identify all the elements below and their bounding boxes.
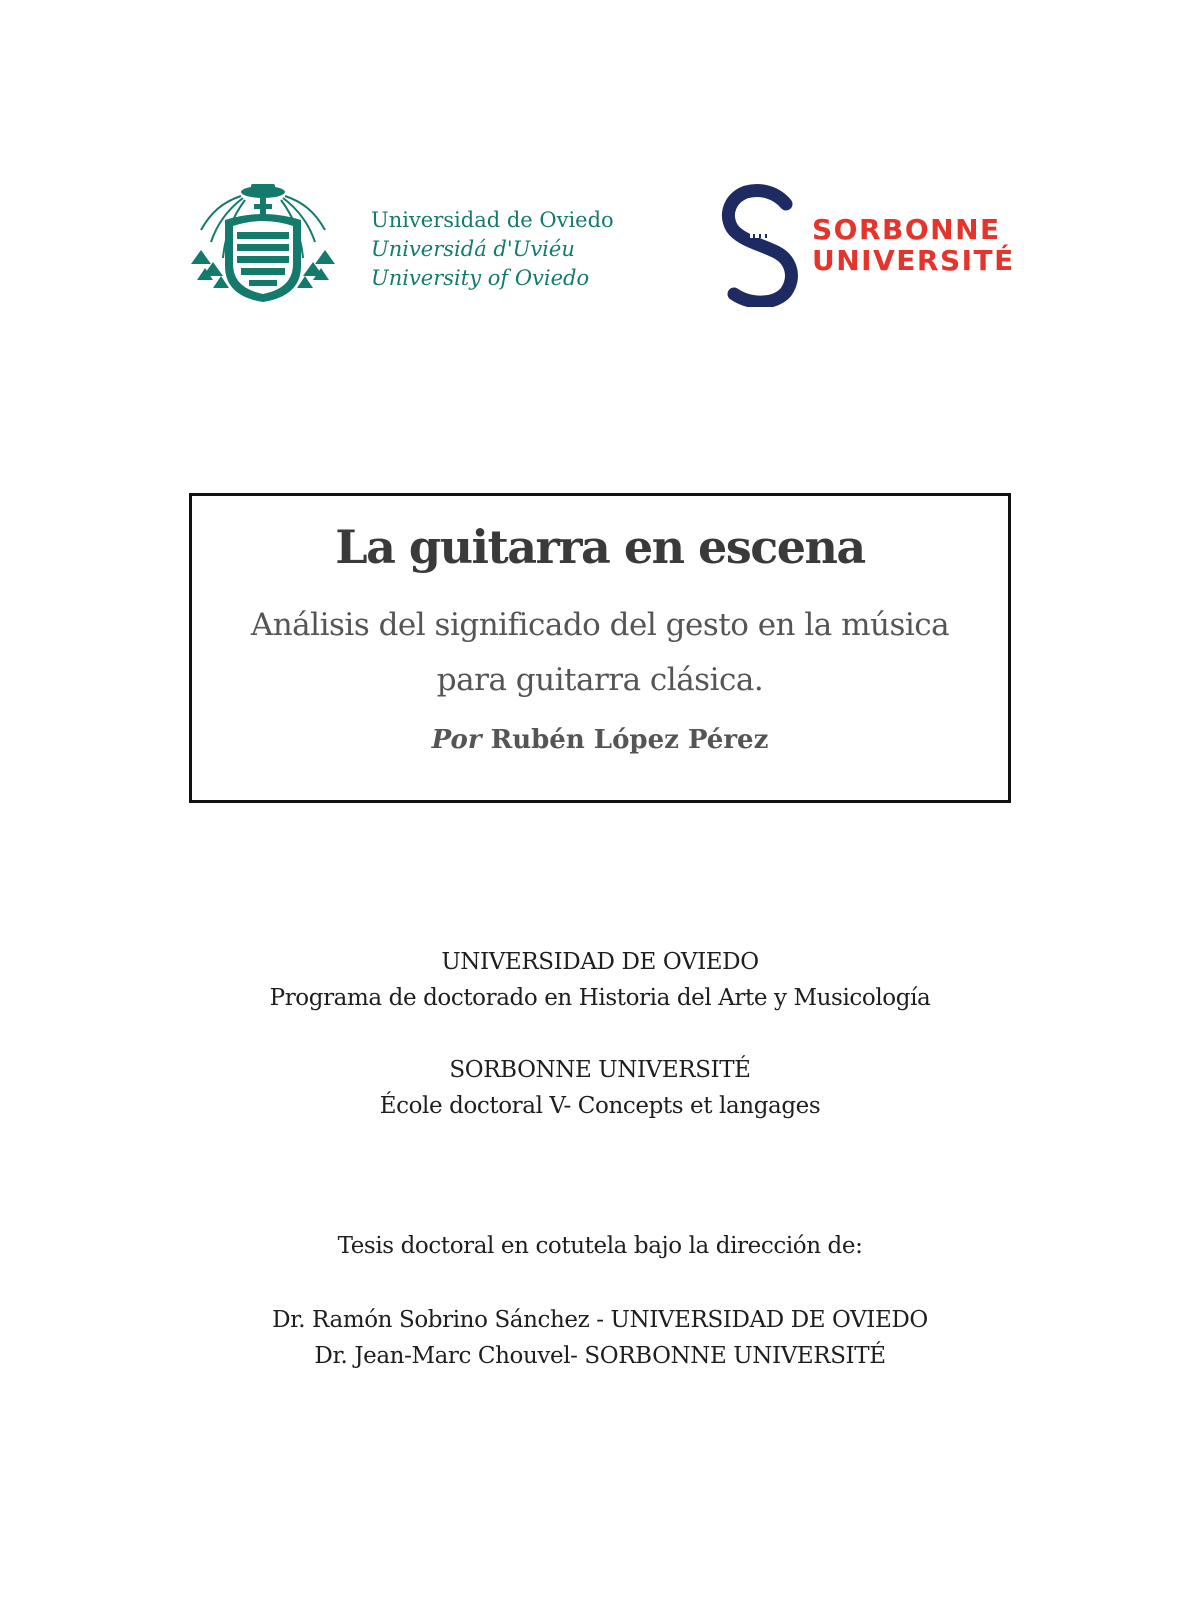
oviedo-crest-icon xyxy=(183,180,343,310)
sorbonne-s-icon xyxy=(720,182,800,307)
thesis-subtitle xyxy=(222,598,978,708)
thesis-subtitle-line1: Análisis del significado del gesto en la música xyxy=(250,607,950,643)
author-name: Rubén López Pérez xyxy=(490,725,769,755)
oviedo-institution-name: UNIVERSIDAD DE OVIEDO xyxy=(441,949,759,975)
thesis-title: La guitarra en escena xyxy=(335,520,865,574)
director-sorbonne: Dr. Jean-Marc Chouvel- SORBONNE UNIVERSITÉ xyxy=(314,1343,886,1369)
oviedo-name-english: University of Oviedo xyxy=(371,266,590,290)
sorbonne-name-line2: UNIVERSITÉ xyxy=(812,244,1015,277)
sorbonne-name-line1: SORBONNE xyxy=(812,213,1001,246)
supervision-intro-text: Tesis doctoral en cotutela bajo la dirección de: xyxy=(337,1233,863,1259)
oviedo-institution-block xyxy=(0,944,1200,1016)
sorbonne-institution-name: SORBONNE UNIVERSITÉ xyxy=(449,1057,751,1083)
thesis-subtitle-line2: para guitarra clásica. xyxy=(436,662,764,698)
supervision-intro xyxy=(0,1228,1200,1264)
oviedo-program: Programa de doctorado en Historia del Arte y Musicología xyxy=(269,985,931,1011)
sorbonne-name-block xyxy=(812,214,1015,276)
directors-block xyxy=(0,1302,1200,1374)
oviedo-name-block xyxy=(371,206,631,293)
author-prefix: Por xyxy=(431,725,482,755)
university-of-oviedo-logo xyxy=(183,180,623,310)
director-oviedo: Dr. Ramón Sobrino Sánchez - UNIVERSIDAD DE OVIEDO xyxy=(272,1307,928,1333)
thesis-author xyxy=(192,722,1008,758)
title-box xyxy=(189,493,1011,803)
sorbonne-universite-logo xyxy=(720,180,1030,310)
oviedo-name-asturian: Universidá d'Uviéu xyxy=(371,237,575,261)
oviedo-name-spanish: Universidad de Oviedo xyxy=(371,208,614,232)
sorbonne-program: École doctoral V- Concepts et langages xyxy=(379,1093,821,1119)
sorbonne-institution-block xyxy=(0,1052,1200,1124)
header-logos xyxy=(0,180,1200,310)
